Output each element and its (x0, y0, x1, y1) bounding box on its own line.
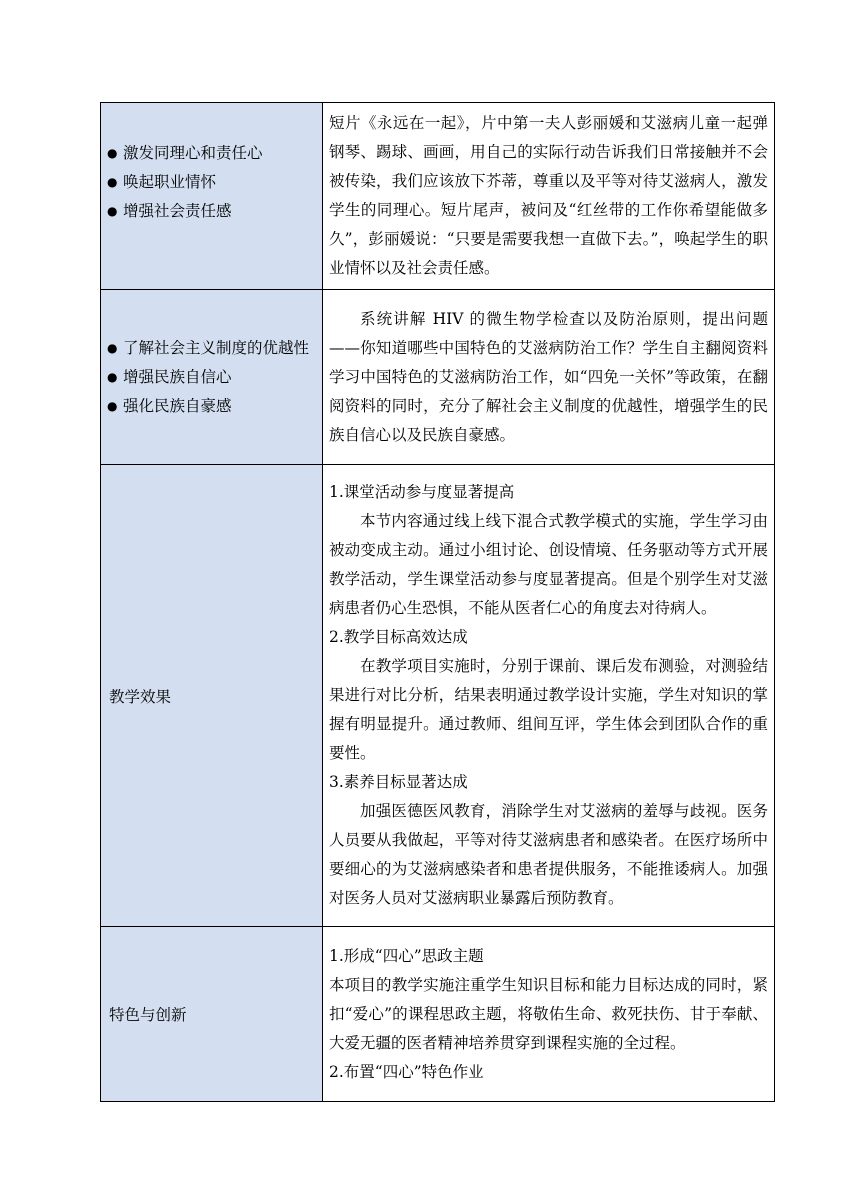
bullet-icon: ● (107, 145, 118, 160)
section-heading: 1.形成“四心”思政主题 (329, 946, 484, 965)
list-item: ● 强化民族自豪感 (107, 392, 322, 421)
bullet-list (101, 334, 322, 421)
paragraph: 短片《永远在一起》，片中第一夫人彭丽媛和艾滋病儿童一起弹钢琴、踢球、画画，用自己的实际行动告诉我们日常接触并不会被传染，我们应该放下芥蒂，尊重以及平等对待艾滋病人，激发学生的同理心。短片尾声，被问及“红丝带的工作你希望能做多久”，彭丽媛说：“只要是需要我想一直做下去。”，唤起学生的职业情怀以及社会责任感。 (329, 114, 768, 277)
paragraph: 加强医德医风教育，消除学生对艾滋病的羞辱与歧视。医务人员要从我做起，平等对待艾滋病患者和感染者。在医疗场所中要细心的为艾滋病感染者和患者提供服务，不能推诿病人。加强对医务人员对艾滋病职业暴露后预防教育。 (329, 802, 768, 907)
row-label: 教学效果 (109, 687, 172, 706)
paragraph: 在教学项目实施时，分别于课前、课后发布测验，对测验结果进行对比分析，结果表明通过教学设计实施，学生对知识的掌握有明显提升。通过教师、组间互评，学生体会到团队合作的重要性。 (329, 657, 768, 762)
description-cell (323, 290, 775, 465)
goals-cell (101, 103, 323, 290)
section-heading: 2.布置“四心”特色作业 (329, 1062, 484, 1081)
bullet-list (101, 139, 322, 226)
list-item: ● 唤起职业情怀 (107, 168, 322, 197)
table-row (101, 927, 775, 1102)
paragraph: 本节内容通过线上线下混合式教学模式的实施，学生学习由被动变成主动。通过小组讨论、创设情境、任务驱动等方式开展教学活动，学生课堂活动参与度显著提高。但是个别学生对艾滋病患者仍心生恐惧，不能从医者仁心的角度去对待病人。 (329, 512, 768, 617)
list-item: ● 激发同理心和责任心 (107, 139, 322, 168)
bullet-icon: ● (107, 203, 118, 218)
list-item: ● 了解社会主义制度的优越性 (107, 334, 322, 363)
row-label: 特色与创新 (109, 1006, 187, 1024)
section-heading: 3.素养目标显著达成 (329, 773, 468, 791)
list-item: ● 增强社会责任感 (107, 197, 322, 226)
bullet-icon: ● (107, 398, 118, 413)
paragraph: 本项目的教学实施注重学生知识目标和能力目标达成的同时，紧扣“爱心”的课程思政主题，将敬佑生命、救死扶伤、甘于奉献、大爱无疆的医者精神培养贯穿到课程实施的全过程。 (329, 975, 768, 1052)
bullet-icon: ● (107, 369, 118, 384)
table-row (101, 103, 775, 290)
section-heading: 1.课堂活动参与度显著提高 (329, 483, 515, 501)
list-item: ● 增强民族自信心 (107, 363, 322, 392)
effect-label-cell (101, 465, 323, 927)
effect-content-cell (323, 465, 775, 927)
bullet-icon: ● (107, 340, 118, 355)
description-cell (323, 103, 775, 290)
paragraph: 系统讲解 HIV 的微生物学检查以及防治原则，提出问题——你知道哪些中国特色的艾滋病防治工作？学生自主翻阅资料学习中国特色的艾滋病防治工作，如“四免一关怀”等政策，在翻阅资料的同时，充分了解社会主义制度的优越性，增强学生的民族自信心以及民族自豪感。 (329, 309, 768, 444)
table-row (101, 290, 775, 465)
lesson-table (100, 102, 775, 1102)
section-heading: 2.教学目标高效达成 (329, 628, 468, 646)
innovation-label-cell (101, 927, 323, 1102)
bullet-icon: ● (107, 174, 118, 189)
table-row (101, 465, 775, 927)
goals-cell (101, 290, 323, 465)
innovation-content-cell (323, 927, 775, 1102)
